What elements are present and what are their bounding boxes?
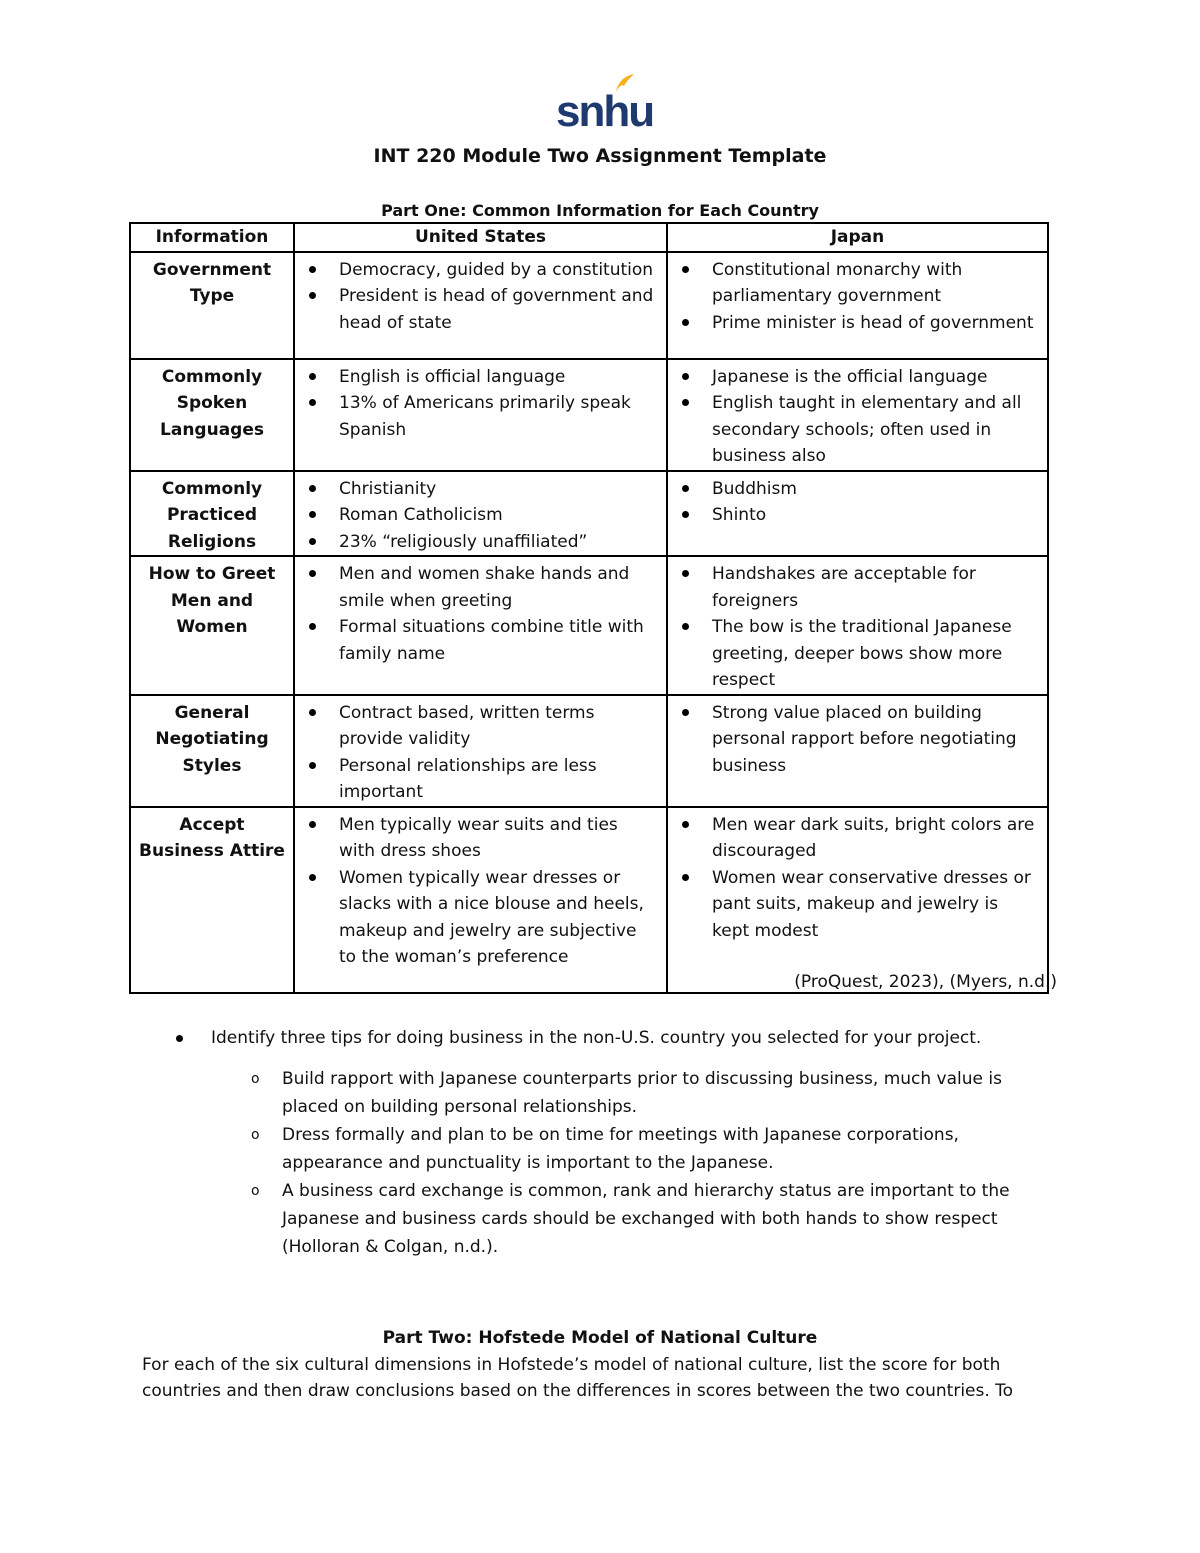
table-row [130,252,1048,359]
list-item [251,1121,1052,1177]
japan-cell [667,695,1048,807]
country-info-table [129,222,1049,994]
row-label: How to Greet Men and Women [130,556,294,695]
header-japan: Japan [667,223,1048,252]
list-item: Men typically wear suits and ties with dress shoes [339,812,658,865]
list-item: Formal situations combine title with family name [339,614,658,667]
table-citation: (ProQuest, 2023), (Myers, n.d.) [794,972,1057,992]
list-item: Roman Catholicism [339,502,658,529]
row-label: Government Type [130,252,294,359]
table-row [130,359,1048,471]
us-cell [294,695,667,807]
row-label: General Negotiating Styles [130,695,294,807]
list-item: Strong value placed on building personal rapport before negotiating business [712,700,1039,780]
table-row [130,695,1048,807]
list-item: Contract based, written terms provide validity [339,700,658,753]
list-item: English taught in elementary and all secondary schools; often used in business also [712,390,1039,470]
japan-cell [667,556,1048,695]
list-item: Personal relationships are less important [339,753,658,806]
japan-cell [667,252,1048,359]
part-two-title: Part Two: Hofstede Model of National Culture [382,1328,818,1348]
list-item: Men and women shake hands and smile when greeting [339,561,658,614]
list-item: Christianity [339,476,658,503]
list-item: 13% of Americans primarily speak Spanish [339,390,658,443]
list-item: Japanese is the official language [712,364,1039,391]
list-item: Constitutional monarchy with parliamentary government [712,257,1039,310]
us-cell [294,359,667,471]
header-information: Information [130,223,294,252]
us-cell [294,252,667,359]
row-label: Accept Business Attire [130,807,294,993]
tip-text: Dress formally and plan to be on time for meetings with Japanese corporations, appearance and punctuality is important to the Japanese. [282,1125,959,1173]
row-label: Commonly Spoken Languages [130,359,294,471]
japan-cell [667,359,1048,471]
header-united-states: United States [294,223,667,252]
list-item: Prime minister is head of government [712,310,1039,337]
list-item: English is official language [339,364,658,391]
us-cell [294,556,667,695]
tip-text: A business card exchange is common, rank and hierarchy status are important to the Japanese and business cards should be exchanged with both hands to show respect (Holloran & Colgan, n.d.). [282,1181,1010,1257]
snhu-logo [556,72,654,136]
table-row [130,807,1048,993]
list-item: 23% “religiously unaffiliated” [339,529,658,556]
tip-text: Build rapport with Japanese counterparts prior to discussing business, much value is placed on building personal relationships. [282,1069,1002,1117]
sub-bullet: o [251,1127,260,1143]
list-item: Women typically wear dresses or slacks with a nice blouse and heels, makeup and jewelry are subjective to the woman’s preference [339,865,658,971]
list-item: Men wear dark suits, bright colors are discouraged [712,812,1039,865]
list-item: Women wear conservative dresses or pant suits, makeup and jewelry is kept modest [712,865,1039,945]
us-cell [294,807,667,993]
us-cell [294,471,667,557]
table-header-row [130,223,1048,252]
sub-bullet: o [251,1183,260,1199]
list-item [251,1177,1052,1261]
list-item: The bow is the traditional Japanese greeting, deeper bows show more respect [712,614,1039,694]
table-row [130,471,1048,557]
table-row [130,556,1048,695]
japan-cell [667,471,1048,557]
list-item: Shinto [712,502,1039,529]
sub-bullet: o [251,1071,260,1087]
part-one-title: Part One: Common Information for Each Country [381,201,819,220]
part-two-body: For each of the six cultural dimensions in Hofstede’s model of national culture, list the score for both countries and then draw conclusions based on the differences in scores between the two countries. To [142,1355,1014,1401]
list-item [251,1065,1052,1121]
list-item: Democracy, guided by a constitution [339,257,658,284]
document-title: INT 220 Module Two Assignment Template [373,145,827,167]
list-item: President is head of government and head of state [339,283,658,336]
list-item: Handshakes are acceptable for foreigners [712,561,1039,614]
logo-wordmark: snhu [556,87,654,136]
business-tips [172,1025,1052,1261]
list-item: Buddhism [712,476,1039,503]
japan-cell [667,807,1048,993]
tips-prompt: Identify three tips for doing business in the non-U.S. country you selected for your project. [172,1025,1052,1051]
tips-list [172,1065,1052,1261]
row-label: Commonly Practiced Religions [130,471,294,557]
